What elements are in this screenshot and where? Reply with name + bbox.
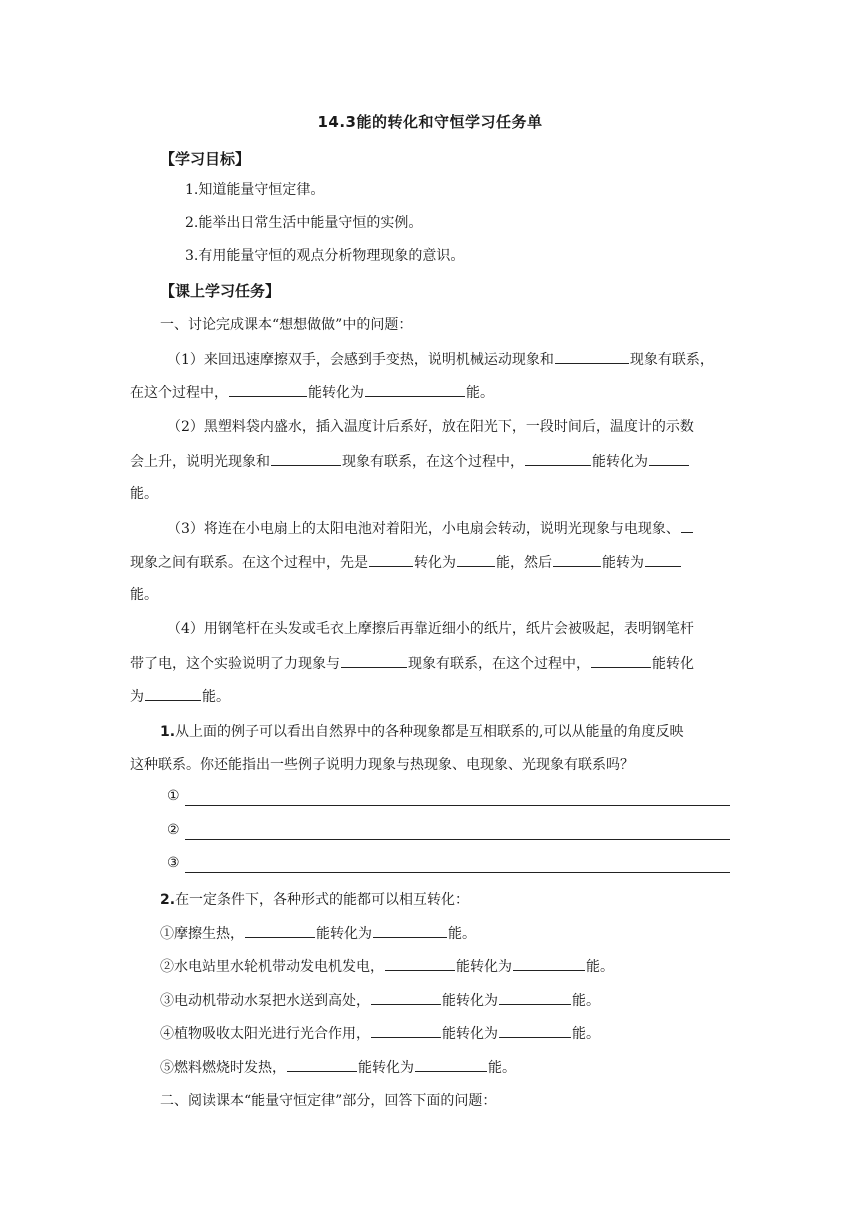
paragraph-number: 2.: [160, 892, 176, 908]
answer-line-3[interactable]: [167, 855, 730, 875]
part2-intro: 二、阅读课本“能量守恒定律”部分，回答下面的问题：: [160, 1093, 497, 1109]
text: 能转化为: [456, 959, 512, 975]
answer-blank[interactable]: [245, 923, 315, 938]
page-title: 14.3能的转化和守恒学习任务单: [317, 113, 543, 131]
answer-blank[interactable]: [341, 653, 407, 668]
answer-blank[interactable]: [645, 552, 681, 567]
tasks-heading: 【课上学习任务】: [160, 282, 281, 300]
question-4-line-3: [130, 686, 230, 707]
text: 能转化为: [308, 385, 364, 401]
text: 能。: [488, 1060, 516, 1076]
answer-rule: [185, 872, 730, 873]
text: 能。: [448, 926, 476, 942]
text: 能，然后: [496, 555, 552, 571]
answer-blank[interactable]: [287, 1057, 357, 1072]
text: ①摩擦生热，: [160, 926, 244, 942]
text: 能。: [202, 689, 230, 705]
answer-blank[interactable]: [499, 990, 571, 1005]
answer-blank[interactable]: [229, 382, 307, 397]
question-4-line-1: （4）用钢笔杆在头发或毛衣上摩擦后再靠近细小的纸片，纸片会被吸起，表明钢笔杆: [167, 621, 694, 637]
question-2-line-1: （2）黑塑料袋内盛水，插入温度计后系好，放在阳光下，一段时间后，温度计的示数: [167, 419, 694, 435]
answer-blank[interactable]: [499, 1023, 571, 1038]
answer-blank[interactable]: [553, 552, 601, 567]
answer-marker: ①: [167, 788, 180, 804]
paragraph-1-line-1: [160, 722, 684, 742]
answer-blank[interactable]: [373, 923, 447, 938]
answer-blank[interactable]: [591, 653, 651, 668]
answer-blank[interactable]: [649, 451, 689, 466]
text: 带了电，这个实验说明了力现象与: [130, 656, 340, 672]
text: 能转为: [602, 555, 644, 571]
answer-line-1[interactable]: [167, 788, 730, 808]
answer-blank[interactable]: [681, 518, 693, 533]
text: ④植物吸收太阳光进行光合作用，: [160, 1026, 370, 1042]
conversion-item: [160, 1057, 516, 1078]
answer-rule: [185, 805, 730, 806]
question-1-line-2: [130, 382, 494, 403]
text: 现象之间有联系。在这个过程中，先是: [130, 555, 368, 571]
answer-blank[interactable]: [457, 552, 495, 567]
conversion-item: [160, 923, 476, 944]
text: 能。: [586, 959, 614, 975]
text: 现象有联系，: [629, 352, 714, 368]
text: 能转化: [652, 656, 694, 672]
answer-blank[interactable]: [415, 1057, 487, 1072]
text: 能转化为: [316, 926, 372, 942]
paragraph-2-intro: [160, 890, 469, 910]
text: 现象有联系，在这个过程中，: [342, 454, 524, 470]
answer-blank[interactable]: [525, 451, 591, 466]
text: 能转化为: [358, 1060, 414, 1076]
text: 会上升，说明光现象和: [130, 454, 270, 470]
question-3-line-2: [130, 552, 682, 573]
text: 转化为: [414, 555, 456, 571]
conversion-item: [160, 1023, 600, 1044]
text: 能转化为: [442, 993, 498, 1009]
goal-item: 3.有用能量守恒的观点分析物理现象的意识。: [185, 248, 465, 264]
text: ⑤燃料燃烧时发热，: [160, 1060, 286, 1076]
question-2-line-3: 能。: [130, 486, 158, 502]
goal-item: 1.知道能量守恒定律。: [185, 182, 325, 198]
text: ③电动机带动水泵把水送到高处，: [160, 993, 370, 1009]
text: 能。: [572, 1026, 600, 1042]
answer-marker: ③: [167, 855, 180, 871]
text: 在一定条件下，各种形式的能都可以相互转化：: [175, 892, 470, 908]
answer-blank[interactable]: [371, 990, 441, 1005]
text: 能。: [572, 993, 600, 1009]
text: 从上面的例子可以看出自然界中的各种现象都是互相联系的,可以从能量的角度反映: [175, 724, 684, 740]
answer-blank[interactable]: [369, 552, 413, 567]
answer-blank[interactable]: [365, 382, 465, 397]
question-3-line-1: [167, 518, 694, 539]
answer-blank[interactable]: [513, 956, 585, 971]
goal-item: 2.能举出日常生活中能量守恒的实例。: [185, 215, 423, 231]
conversion-item: [160, 990, 600, 1011]
text: （1）来回迅速摩擦双手，会感到手变热，说明机械运动现象和: [167, 352, 554, 368]
text: 能。: [466, 385, 494, 401]
text: 现象有联系，在这个过程中，: [408, 656, 590, 672]
paragraph-number: 1.: [160, 724, 176, 740]
goals-heading: 【学习目标】: [160, 150, 251, 168]
answer-blank[interactable]: [145, 686, 201, 701]
paragraph-1-line-2: 这种联系。你还能指出一些例子说明力现象与热现象、电现象、光现象有联系吗？: [130, 757, 634, 773]
text: ②水电站里水轮机带动发电机发电，: [160, 959, 384, 975]
question-3-line-3: 能。: [130, 587, 158, 603]
part1-intro: 一、讨论完成课本“想想做做”中的问题：: [160, 317, 413, 333]
question-4-line-2: [130, 653, 694, 674]
answer-rule: [185, 839, 730, 840]
answer-blank[interactable]: [271, 451, 341, 466]
text: 为: [130, 689, 144, 705]
question-2-line-2: [130, 451, 690, 472]
answer-marker: ②: [167, 822, 180, 838]
text: 在这个过程中，: [130, 385, 228, 401]
question-1-line-1: [167, 349, 714, 370]
answer-blank[interactable]: [385, 956, 455, 971]
conversion-item: [160, 956, 614, 977]
text: 能转化为: [592, 454, 648, 470]
text: 能转化为: [442, 1026, 498, 1042]
answer-line-2[interactable]: [167, 822, 730, 842]
answer-blank[interactable]: [555, 349, 629, 364]
text: （3）将连在小电扇上的太阳电池对着阳光，小电扇会转动，说明光现象与电现象、: [167, 521, 680, 537]
answer-blank[interactable]: [371, 1023, 441, 1038]
